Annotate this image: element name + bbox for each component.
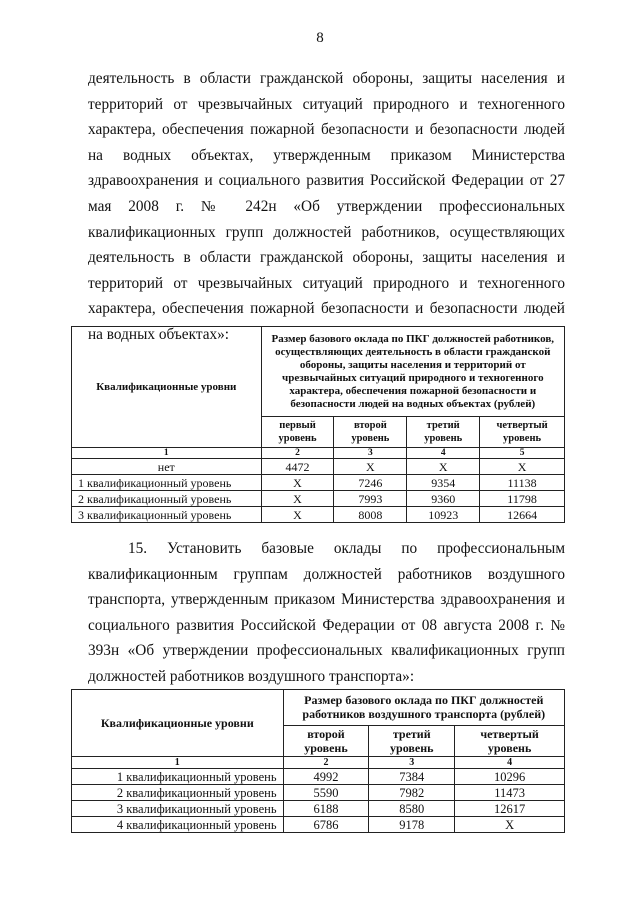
column-number: 3	[369, 757, 455, 769]
column-header: четвертый уровень	[455, 725, 565, 756]
value-cell: X	[334, 459, 407, 475]
value-cell: 11798	[480, 491, 565, 507]
value-cell: 7384	[369, 769, 455, 785]
level-cell: 3 квалификационный уровень	[72, 801, 284, 817]
value-cell: 11138	[480, 475, 565, 491]
table-row	[72, 817, 565, 833]
value-cell: 4992	[283, 769, 369, 785]
level-cell: 1 квалификационный уровень	[72, 475, 262, 491]
column-number: 5	[480, 448, 565, 459]
salary-table-air-transport	[71, 689, 565, 833]
table-row	[72, 459, 565, 475]
column-number: 4	[407, 448, 480, 459]
value-cell: 8008	[334, 507, 407, 523]
value-cell: 9354	[407, 475, 480, 491]
page-number: 8	[316, 30, 324, 46]
value-cell: 7993	[334, 491, 407, 507]
level-cell: 1 квалификационный уровень	[72, 769, 284, 785]
value-cell: X	[407, 459, 480, 475]
column-number: 2	[283, 757, 369, 769]
column-number: 2	[261, 448, 334, 459]
value-cell: 9360	[407, 491, 480, 507]
row-header: Квалификационные уровни	[72, 327, 262, 448]
level-cell: 3 квалификационный уровень	[72, 507, 262, 523]
column-header: первый уровень	[261, 417, 334, 448]
value-cell: X	[455, 817, 565, 833]
value-cell: 7246	[334, 475, 407, 491]
value-cell: 10296	[455, 769, 565, 785]
column-header: четвертый уровень	[480, 417, 565, 448]
column-number: 4	[455, 757, 565, 769]
value-cell: X	[261, 507, 334, 523]
paragraph-intro: деятельность в области гражданской обороны, защиты населения и территорий от чрезвычайных ситуаций природного и техногенного характера, обеспечения пожарной безопасности и безопасности людей на водных объектах, утвержденным приказом Министерства здравоохранения и социального развития Российской Федерации от 27 мая 2008 г. № 242н «Об утверждении профессиональных квалификационных групп должностей работников, осуществляющих деятельность в области гражданской обороны, защиты населения и территорий от чрезвычайных ситуаций природного и техногенного характера, обеспечения пожарной безопасности и безопасности людей на водных объектах»:	[88, 70, 565, 343]
column-header: третий уровень	[407, 417, 480, 448]
value-cell: 11473	[455, 785, 565, 801]
group-header: Размер базового оклада по ПКГ должностей работников, осуществляющих деятельность в области гражданской обороны, защиты населения и территорий от чрезвычайных ситуаций природного и техногенного характера, обеспечения пожарной безопасности и безопасности людей на водных объектах (рублей)	[261, 327, 564, 417]
table-row	[72, 491, 565, 507]
column-number: 3	[334, 448, 407, 459]
value-cell: 4472	[261, 459, 334, 475]
value-cell: 10923	[407, 507, 480, 523]
value-cell: X	[261, 475, 334, 491]
table-row	[72, 507, 565, 523]
value-cell: 8580	[369, 801, 455, 817]
table-row	[72, 475, 565, 491]
column-header: второй уровень	[283, 725, 369, 756]
value-cell: 12617	[455, 801, 565, 817]
group-header: Размер базового оклада по ПКГ должностей работников воздушного транспорта (рублей)	[283, 690, 564, 726]
level-cell: 4 квалификационный уровень	[72, 817, 284, 833]
column-number: 1	[72, 757, 284, 769]
table-row	[72, 801, 565, 817]
row-header: Квалификационные уровни	[72, 690, 284, 757]
value-cell: 12664	[480, 507, 565, 523]
column-header: второй уровень	[334, 417, 407, 448]
level-cell: нет	[72, 459, 262, 475]
column-number: 1	[72, 448, 262, 459]
value-cell: 6188	[283, 801, 369, 817]
value-cell: 7982	[369, 785, 455, 801]
value-cell: X	[480, 459, 565, 475]
table-row	[72, 785, 565, 801]
paragraph-item-15: 15. Установить базовые оклады по профессиональным квалификационным группам должностей работников воздушного транспорта, утвержденным приказом Министерства здравоохранения и социального развития Российской Федерации от 08 августа 2008 г. № 393н «Об утверждении профессиональных квалификационных групп должностей работников воздушного транспорта»:	[88, 540, 565, 685]
level-cell: 2 квалификационный уровень	[72, 491, 262, 507]
column-header: третий уровень	[369, 725, 455, 756]
level-cell: 2 квалификационный уровень	[72, 785, 284, 801]
value-cell: 6786	[283, 817, 369, 833]
value-cell: 9178	[369, 817, 455, 833]
value-cell: X	[261, 491, 334, 507]
table-row	[72, 769, 565, 785]
salary-table-civil-defense	[71, 326, 565, 523]
value-cell: 5590	[283, 785, 369, 801]
